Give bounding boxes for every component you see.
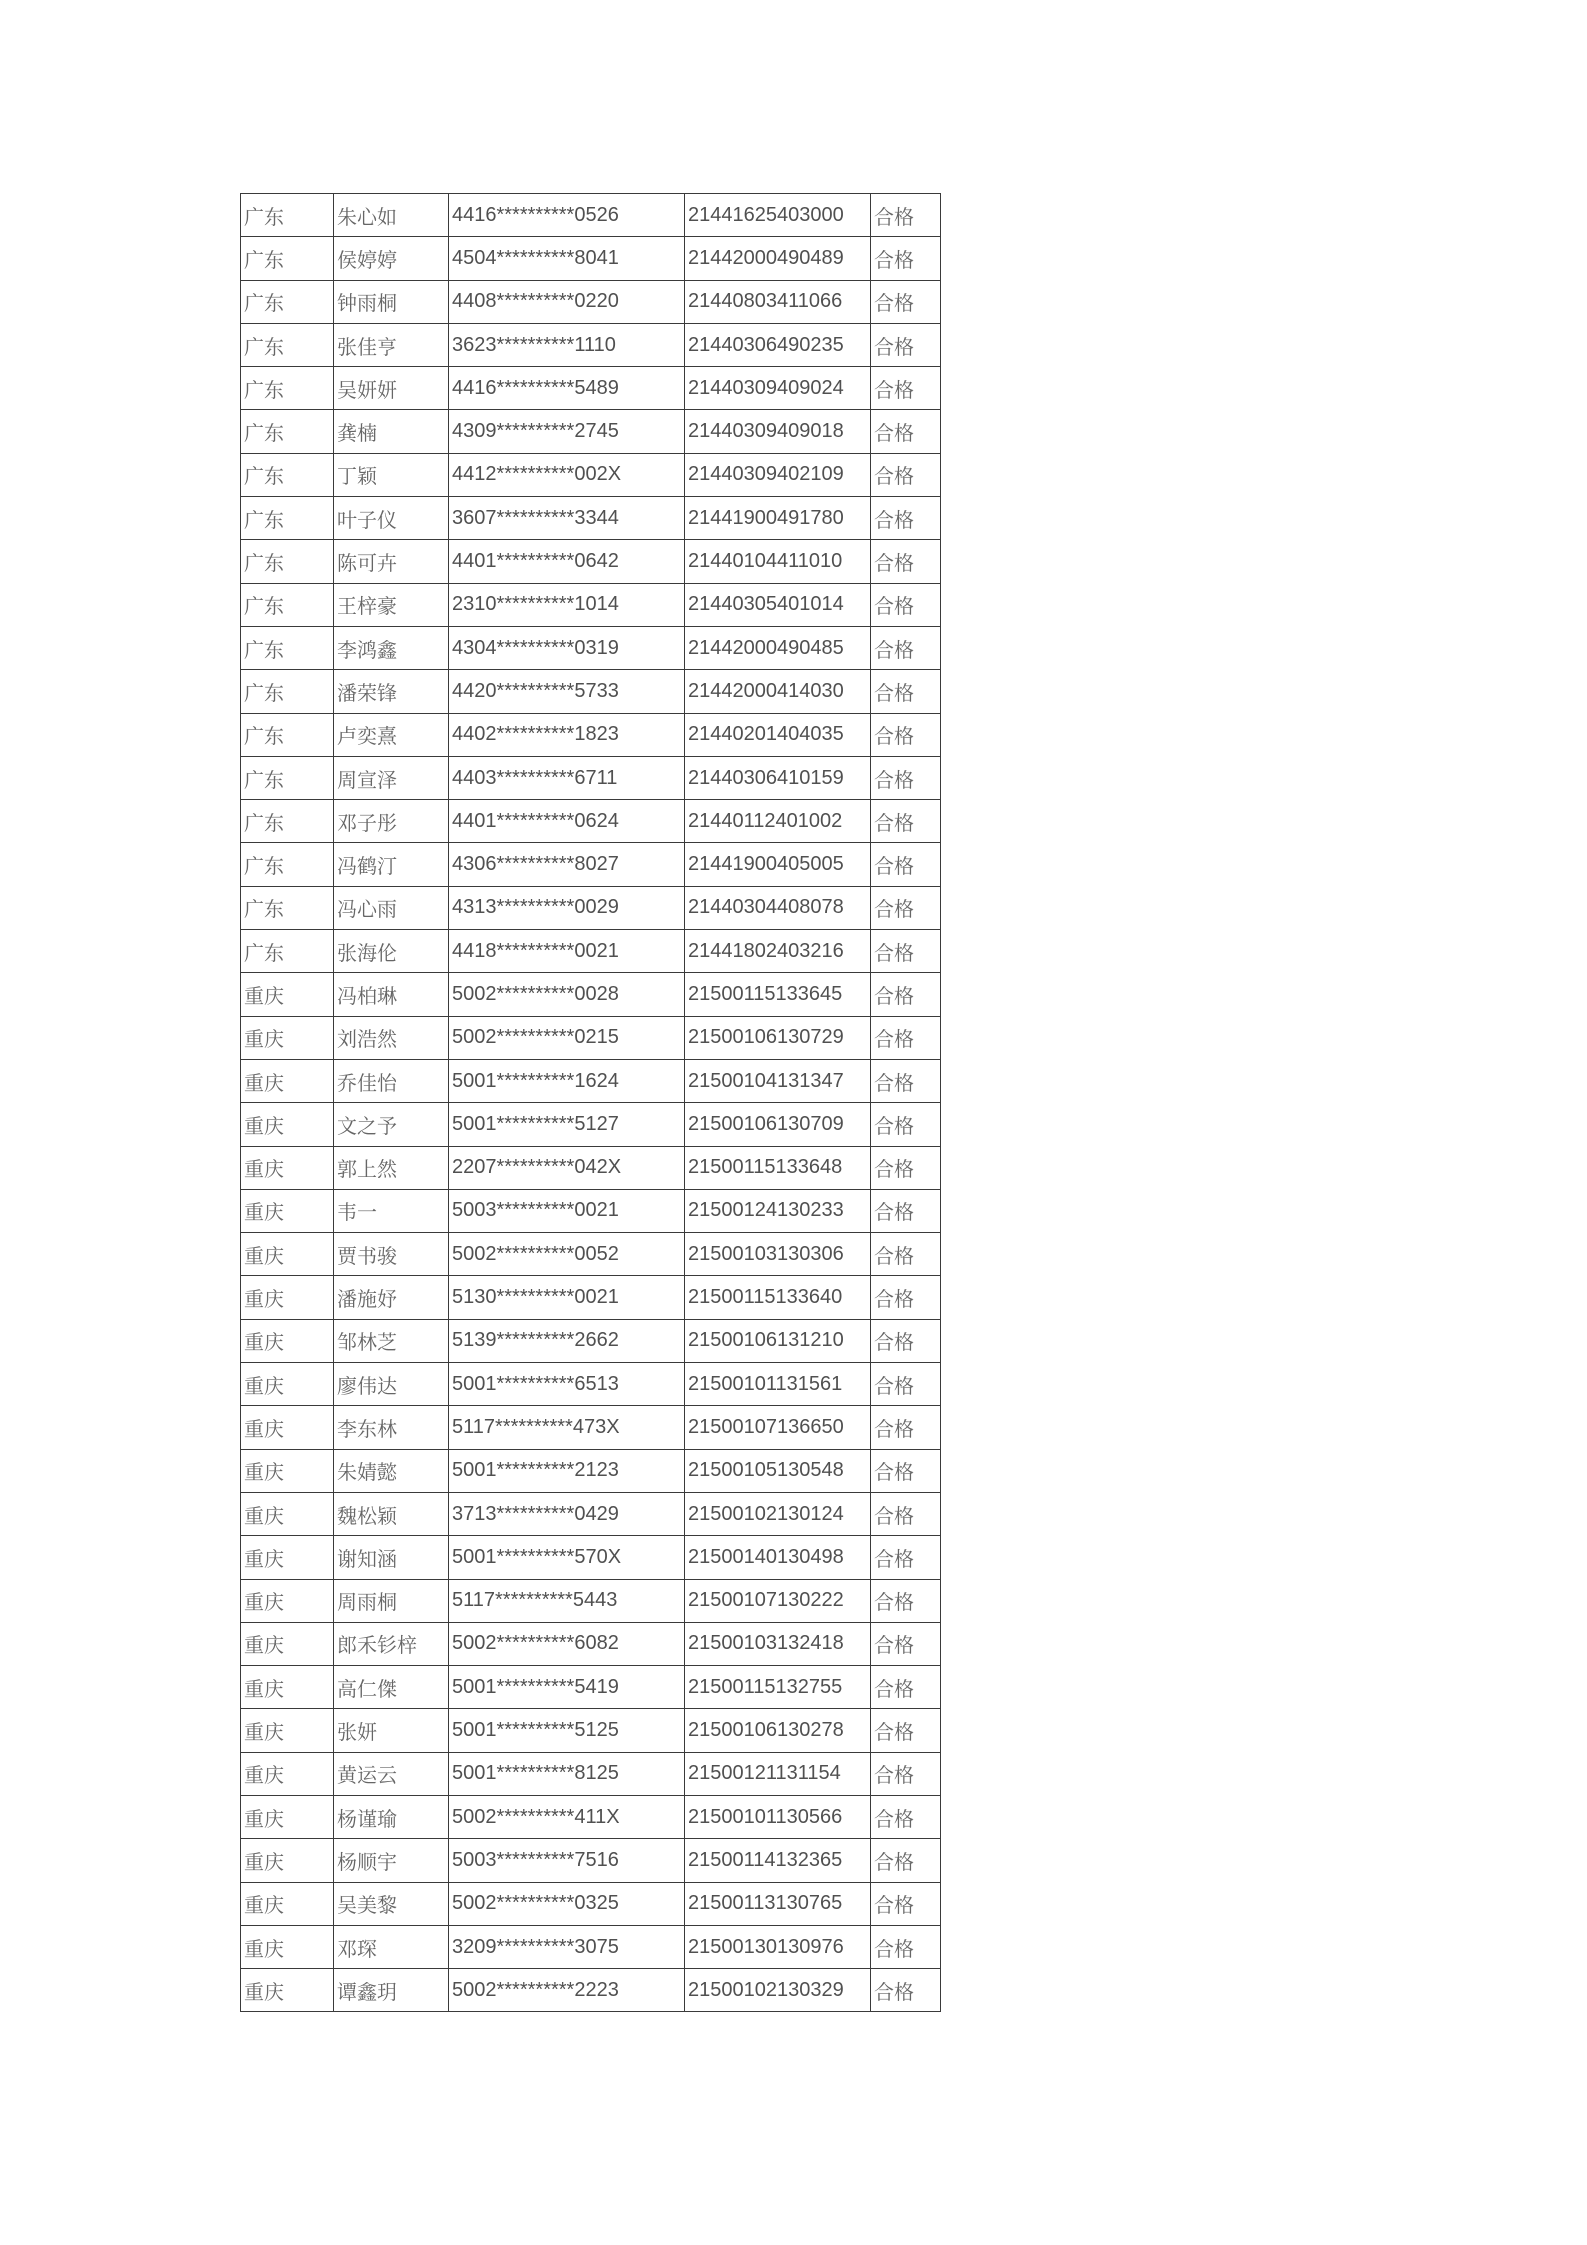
result-cell: 合格 <box>871 1146 941 1189</box>
region-cell: 重庆 <box>241 1406 334 1449</box>
exam-number-cell: 21441625403000 <box>685 194 871 237</box>
table-row <box>241 800 941 843</box>
result-cell: 合格 <box>871 1709 941 1752</box>
name-cell: 冯鹤汀 <box>334 843 449 886</box>
table-row <box>241 843 941 886</box>
id-number-cell: 5001**********5419 <box>449 1666 685 1709</box>
result-cell: 合格 <box>871 1579 941 1622</box>
result-cell: 合格 <box>871 323 941 366</box>
name-cell: 谭鑫玥 <box>334 1969 449 2012</box>
exam-number-cell: 21500121131154 <box>685 1752 871 1795</box>
name-cell: 文之予 <box>334 1103 449 1146</box>
region-cell: 重庆 <box>241 1363 334 1406</box>
region-cell: 重庆 <box>241 973 334 1016</box>
result-cell: 合格 <box>871 1059 941 1102</box>
id-number-cell: 3209**********3075 <box>449 1925 685 1968</box>
exam-number-cell: 21440201404035 <box>685 713 871 756</box>
result-cell: 合格 <box>871 1666 941 1709</box>
exam-number-cell: 21500103132418 <box>685 1622 871 1665</box>
region-cell: 广东 <box>241 497 334 540</box>
id-number-cell: 5001**********2123 <box>449 1449 685 1492</box>
exam-number-cell: 21500106130278 <box>685 1709 871 1752</box>
exam-number-cell: 21500106130729 <box>685 1016 871 1059</box>
result-cell: 合格 <box>871 1536 941 1579</box>
table-row <box>241 1189 941 1232</box>
id-number-cell: 5001**********1624 <box>449 1059 685 1102</box>
name-cell: 陈可卉 <box>334 540 449 583</box>
name-cell: 李鸿鑫 <box>334 626 449 669</box>
region-cell: 广东 <box>241 626 334 669</box>
id-number-cell: 5117**********473X <box>449 1406 685 1449</box>
region-cell: 广东 <box>241 670 334 713</box>
region-cell: 重庆 <box>241 1666 334 1709</box>
name-cell: 邹林芝 <box>334 1319 449 1362</box>
table-row <box>241 1579 941 1622</box>
name-cell: 郭上然 <box>334 1146 449 1189</box>
name-cell: 吴美黎 <box>334 1882 449 1925</box>
name-cell: 龚楠 <box>334 410 449 453</box>
table-row <box>241 1925 941 1968</box>
result-cell: 合格 <box>871 1622 941 1665</box>
table-row <box>241 1709 941 1752</box>
exam-number-cell: 21440305401014 <box>685 583 871 626</box>
result-cell: 合格 <box>871 1752 941 1795</box>
table-row <box>241 237 941 280</box>
exam-number-cell: 21442000490485 <box>685 626 871 669</box>
result-cell: 合格 <box>871 800 941 843</box>
table-row <box>241 1449 941 1492</box>
result-cell: 合格 <box>871 1839 941 1882</box>
region-cell: 广东 <box>241 800 334 843</box>
region-cell: 广东 <box>241 280 334 323</box>
result-cell: 合格 <box>871 367 941 410</box>
exam-number-cell: 21440104411010 <box>685 540 871 583</box>
exam-number-cell: 21440306410159 <box>685 756 871 799</box>
name-cell: 乔佳怡 <box>334 1059 449 1102</box>
result-cell: 合格 <box>871 540 941 583</box>
result-cell: 合格 <box>871 843 941 886</box>
id-number-cell: 4401**********0624 <box>449 800 685 843</box>
name-cell: 郎禾钐梓 <box>334 1622 449 1665</box>
id-number-cell: 5130**********0021 <box>449 1276 685 1319</box>
region-cell: 广东 <box>241 453 334 496</box>
table-row <box>241 713 941 756</box>
name-cell: 王梓豪 <box>334 583 449 626</box>
table-row <box>241 410 941 453</box>
result-cell: 合格 <box>871 583 941 626</box>
table-row <box>241 1146 941 1189</box>
region-cell: 重庆 <box>241 1752 334 1795</box>
region-cell: 重庆 <box>241 1319 334 1362</box>
region-cell: 重庆 <box>241 1622 334 1665</box>
id-number-cell: 4313**********0029 <box>449 886 685 929</box>
name-cell: 卢奕熹 <box>334 713 449 756</box>
name-cell: 叶子仪 <box>334 497 449 540</box>
table-row <box>241 540 941 583</box>
id-number-cell: 4504**********8041 <box>449 237 685 280</box>
exam-number-cell: 21500101131561 <box>685 1363 871 1406</box>
exam-number-cell: 21500101130566 <box>685 1795 871 1838</box>
table-row <box>241 1969 941 2012</box>
id-number-cell: 5002**********2223 <box>449 1969 685 2012</box>
exam-number-cell: 21500102130124 <box>685 1492 871 1535</box>
region-cell: 广东 <box>241 886 334 929</box>
name-cell: 杨谨瑜 <box>334 1795 449 1838</box>
id-number-cell: 4403**********6711 <box>449 756 685 799</box>
exam-number-cell: 21442000414030 <box>685 670 871 713</box>
table-row <box>241 1319 941 1362</box>
id-number-cell: 5001**********5125 <box>449 1709 685 1752</box>
exam-number-cell: 21500103130306 <box>685 1233 871 1276</box>
exam-number-cell: 21442000490489 <box>685 237 871 280</box>
name-cell: 韦一 <box>334 1189 449 1232</box>
id-number-cell: 5001**********8125 <box>449 1752 685 1795</box>
table-row <box>241 367 941 410</box>
id-number-cell: 4412**********002X <box>449 453 685 496</box>
exam-number-cell: 21500114132365 <box>685 1839 871 1882</box>
table-row <box>241 1536 941 1579</box>
id-number-cell: 3713**********0429 <box>449 1492 685 1535</box>
region-cell: 重庆 <box>241 1709 334 1752</box>
table-row <box>241 1666 941 1709</box>
exam-number-cell: 21440306490235 <box>685 323 871 366</box>
region-cell: 重庆 <box>241 1492 334 1535</box>
table-body <box>241 194 941 2012</box>
table-row <box>241 280 941 323</box>
table-row <box>241 1059 941 1102</box>
exam-number-cell: 21500107136650 <box>685 1406 871 1449</box>
region-cell: 重庆 <box>241 1233 334 1276</box>
region-cell: 重庆 <box>241 1103 334 1146</box>
table-row <box>241 1233 941 1276</box>
id-number-cell: 4408**********0220 <box>449 280 685 323</box>
exam-number-cell: 21500115133640 <box>685 1276 871 1319</box>
exam-number-cell: 21440309409024 <box>685 367 871 410</box>
id-number-cell: 4401**********0642 <box>449 540 685 583</box>
region-cell: 广东 <box>241 194 334 237</box>
id-number-cell: 5139**********2662 <box>449 1319 685 1362</box>
result-cell: 合格 <box>871 1449 941 1492</box>
table-row <box>241 1016 941 1059</box>
id-number-cell: 5002**********411X <box>449 1795 685 1838</box>
name-cell: 魏松颖 <box>334 1492 449 1535</box>
result-cell: 合格 <box>871 280 941 323</box>
exam-number-cell: 21440304408078 <box>685 886 871 929</box>
region-cell: 重庆 <box>241 1059 334 1102</box>
result-cell: 合格 <box>871 1969 941 2012</box>
exam-number-cell: 21500104131347 <box>685 1059 871 1102</box>
result-cell: 合格 <box>871 1406 941 1449</box>
table-row <box>241 1839 941 1882</box>
region-cell: 广东 <box>241 540 334 583</box>
exam-number-cell: 21500107130222 <box>685 1579 871 1622</box>
region-cell: 重庆 <box>241 1969 334 2012</box>
exam-number-cell: 21500115133645 <box>685 973 871 1016</box>
exam-number-cell: 21500105130548 <box>685 1449 871 1492</box>
table-row <box>241 194 941 237</box>
id-number-cell: 4304**********0319 <box>449 626 685 669</box>
table-row <box>241 1363 941 1406</box>
region-cell: 广东 <box>241 583 334 626</box>
name-cell: 廖伟达 <box>334 1363 449 1406</box>
result-cell: 合格 <box>871 626 941 669</box>
result-cell: 合格 <box>871 1795 941 1838</box>
name-cell: 张妍 <box>334 1709 449 1752</box>
name-cell: 李东林 <box>334 1406 449 1449</box>
table-row <box>241 626 941 669</box>
result-cell: 合格 <box>871 756 941 799</box>
name-cell: 朱婧懿 <box>334 1449 449 1492</box>
id-number-cell: 5003**********0021 <box>449 1189 685 1232</box>
region-cell: 广东 <box>241 843 334 886</box>
table-row <box>241 670 941 713</box>
table-row <box>241 756 941 799</box>
id-number-cell: 5001**********5127 <box>449 1103 685 1146</box>
id-number-cell: 2310**********1014 <box>449 583 685 626</box>
region-cell: 重庆 <box>241 1016 334 1059</box>
name-cell: 张海伦 <box>334 930 449 973</box>
id-number-cell: 2207**********042X <box>449 1146 685 1189</box>
region-cell: 重庆 <box>241 1795 334 1838</box>
exam-number-cell: 21500102130329 <box>685 1969 871 2012</box>
id-number-cell: 4416**********5489 <box>449 367 685 410</box>
id-number-cell: 3623**********1110 <box>449 323 685 366</box>
table-row <box>241 453 941 496</box>
region-cell: 广东 <box>241 367 334 410</box>
region-cell: 重庆 <box>241 1839 334 1882</box>
exam-number-cell: 21500115132755 <box>685 1666 871 1709</box>
exam-number-cell: 21440309402109 <box>685 453 871 496</box>
result-cell: 合格 <box>871 886 941 929</box>
table-row <box>241 886 941 929</box>
result-cell: 合格 <box>871 1016 941 1059</box>
name-cell: 潘施妤 <box>334 1276 449 1319</box>
id-number-cell: 5002**********0028 <box>449 973 685 1016</box>
name-cell: 钟雨桐 <box>334 280 449 323</box>
exam-number-cell: 21500130130976 <box>685 1925 871 1968</box>
table-row <box>241 1492 941 1535</box>
exam-number-cell: 21440803411066 <box>685 280 871 323</box>
name-cell: 张佳亨 <box>334 323 449 366</box>
result-cell: 合格 <box>871 1925 941 1968</box>
name-cell: 吴妍妍 <box>334 367 449 410</box>
table-row <box>241 1795 941 1838</box>
result-cell: 合格 <box>871 973 941 1016</box>
name-cell: 冯柏琳 <box>334 973 449 1016</box>
result-cell: 合格 <box>871 1492 941 1535</box>
name-cell: 冯心雨 <box>334 886 449 929</box>
region-cell: 重庆 <box>241 1189 334 1232</box>
name-cell: 杨顺宇 <box>334 1839 449 1882</box>
table-row <box>241 1406 941 1449</box>
id-number-cell: 3607**********3344 <box>449 497 685 540</box>
region-cell: 广东 <box>241 756 334 799</box>
result-cell: 合格 <box>871 1882 941 1925</box>
result-cell: 合格 <box>871 1319 941 1362</box>
exam-number-cell: 21441900405005 <box>685 843 871 886</box>
id-number-cell: 5002**********0215 <box>449 1016 685 1059</box>
table-row <box>241 1882 941 1925</box>
id-number-cell: 4309**********2745 <box>449 410 685 453</box>
region-cell: 广东 <box>241 237 334 280</box>
exam-number-cell: 21500124130233 <box>685 1189 871 1232</box>
id-number-cell: 5001**********570X <box>449 1536 685 1579</box>
table-row <box>241 1276 941 1319</box>
result-cell: 合格 <box>871 410 941 453</box>
exam-number-cell: 21500106131210 <box>685 1319 871 1362</box>
exam-number-cell: 21441802403216 <box>685 930 871 973</box>
exam-number-cell: 21441900491780 <box>685 497 871 540</box>
result-cell: 合格 <box>871 713 941 756</box>
result-cell: 合格 <box>871 237 941 280</box>
table-row <box>241 583 941 626</box>
name-cell: 贾书骏 <box>334 1233 449 1276</box>
id-number-cell: 5002**********0325 <box>449 1882 685 1925</box>
name-cell: 丁颖 <box>334 453 449 496</box>
id-number-cell: 4306**********8027 <box>449 843 685 886</box>
name-cell: 谢知涵 <box>334 1536 449 1579</box>
id-number-cell: 4418**********0021 <box>449 930 685 973</box>
region-cell: 重庆 <box>241 1579 334 1622</box>
exam-number-cell: 21500106130709 <box>685 1103 871 1146</box>
result-cell: 合格 <box>871 1233 941 1276</box>
id-number-cell: 4416**********0526 <box>449 194 685 237</box>
id-number-cell: 4420**********5733 <box>449 670 685 713</box>
id-number-cell: 5001**********6513 <box>449 1363 685 1406</box>
name-cell: 周宣泽 <box>334 756 449 799</box>
result-cell: 合格 <box>871 453 941 496</box>
name-cell: 高仁傑 <box>334 1666 449 1709</box>
table-row <box>241 1103 941 1146</box>
region-cell: 重庆 <box>241 1276 334 1319</box>
name-cell: 朱心如 <box>334 194 449 237</box>
region-cell: 重庆 <box>241 1536 334 1579</box>
name-cell: 周雨桐 <box>334 1579 449 1622</box>
table-row <box>241 1752 941 1795</box>
name-cell: 刘浩然 <box>334 1016 449 1059</box>
result-cell: 合格 <box>871 670 941 713</box>
table-row <box>241 1622 941 1665</box>
result-cell: 合格 <box>871 1363 941 1406</box>
region-cell: 广东 <box>241 713 334 756</box>
name-cell: 潘荣锋 <box>334 670 449 713</box>
name-cell: 侯婷婷 <box>334 237 449 280</box>
id-number-cell: 5117**********5443 <box>449 1579 685 1622</box>
region-cell: 广东 <box>241 410 334 453</box>
name-cell: 黄运云 <box>334 1752 449 1795</box>
table-row <box>241 323 941 366</box>
name-cell: 邓子彤 <box>334 800 449 843</box>
table-row <box>241 973 941 1016</box>
id-number-cell: 5002**********0052 <box>449 1233 685 1276</box>
result-cell: 合格 <box>871 1103 941 1146</box>
exam-number-cell: 21500115133648 <box>685 1146 871 1189</box>
exam-number-cell: 21440112401002 <box>685 800 871 843</box>
exam-number-cell: 21500140130498 <box>685 1536 871 1579</box>
region-cell: 广东 <box>241 930 334 973</box>
result-cell: 合格 <box>871 1276 941 1319</box>
result-cell: 合格 <box>871 194 941 237</box>
result-cell: 合格 <box>871 1189 941 1232</box>
region-cell: 重庆 <box>241 1925 334 1968</box>
result-cell: 合格 <box>871 497 941 540</box>
id-number-cell: 5003**********7516 <box>449 1839 685 1882</box>
result-cell: 合格 <box>871 930 941 973</box>
region-cell: 重庆 <box>241 1449 334 1492</box>
region-cell: 广东 <box>241 323 334 366</box>
id-number-cell: 4402**********1823 <box>449 713 685 756</box>
region-cell: 重庆 <box>241 1146 334 1189</box>
id-number-cell: 5002**********6082 <box>449 1622 685 1665</box>
name-cell: 邓琛 <box>334 1925 449 1968</box>
table-row <box>241 930 941 973</box>
region-cell: 重庆 <box>241 1882 334 1925</box>
table-row <box>241 497 941 540</box>
exam-number-cell: 21500113130765 <box>685 1882 871 1925</box>
exam-number-cell: 21440309409018 <box>685 410 871 453</box>
results-table <box>240 193 941 2012</box>
